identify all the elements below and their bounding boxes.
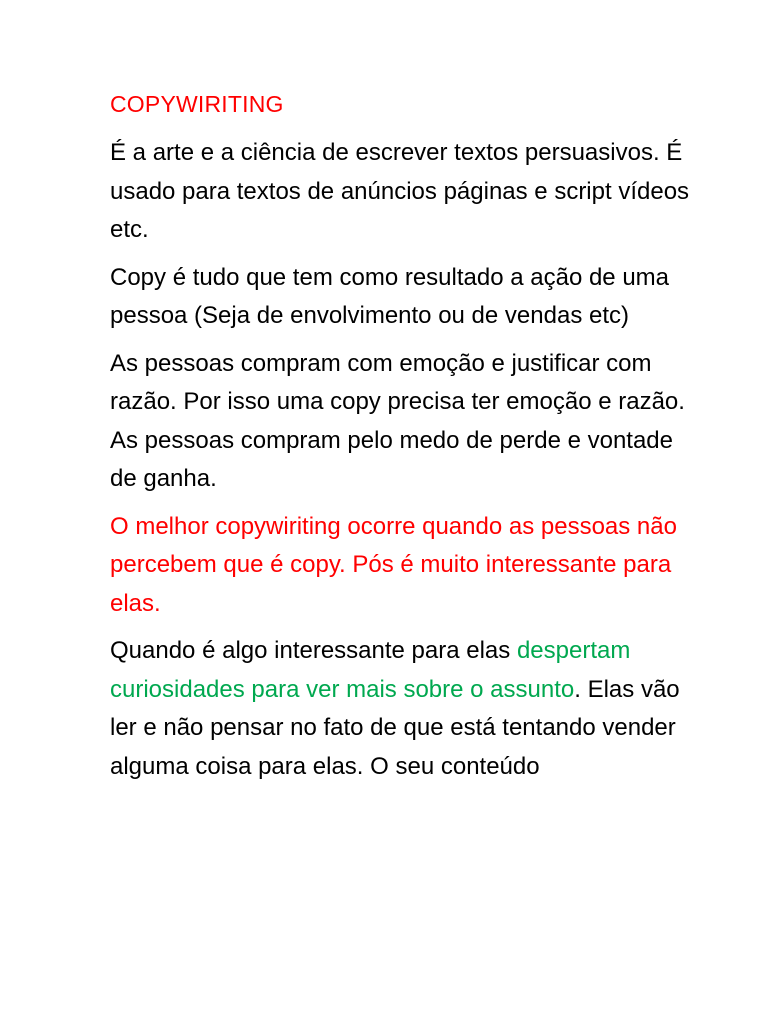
- paragraph-best-copywriting: O melhor copywiriting ocorre quando as pessoas não percebem que é copy. Pós é muito interessante para elas.: [110, 512, 677, 617]
- paragraph-copy-meaning: Copy é tudo que tem como resultado a ação de uma pessoa (Seja de envolvimento ou de vendas etc): [110, 263, 670, 329]
- paragraph-definition: É a arte e a ciência de escrever textos persuasivos. É usado para textos de anúncios páginas e script vídeos etc.: [110, 139, 690, 243]
- paragraph-interest-part1: Quando é algo interessante para elas: [110, 637, 517, 664]
- document-title: COPYWIRITING: [110, 91, 284, 117]
- paragraph-interest-highlight: despertam curiosidades para ver mais sobre o assunto: [110, 637, 631, 703]
- paragraph-interest: [110, 632, 690, 786]
- paragraph-emotion-reason: As pessoas compram com emoção e justificar com razão. Por isso uma copy precisa ter emoção e razão. As pessoas compram pelo medo de perde e vontade de ganha.: [110, 349, 685, 492]
- paragraph-interest-part2: . Elas vão ler e não pensar no fato de que está tentando vender alguma coisa para elas. O seu conteúdo: [110, 675, 680, 780]
